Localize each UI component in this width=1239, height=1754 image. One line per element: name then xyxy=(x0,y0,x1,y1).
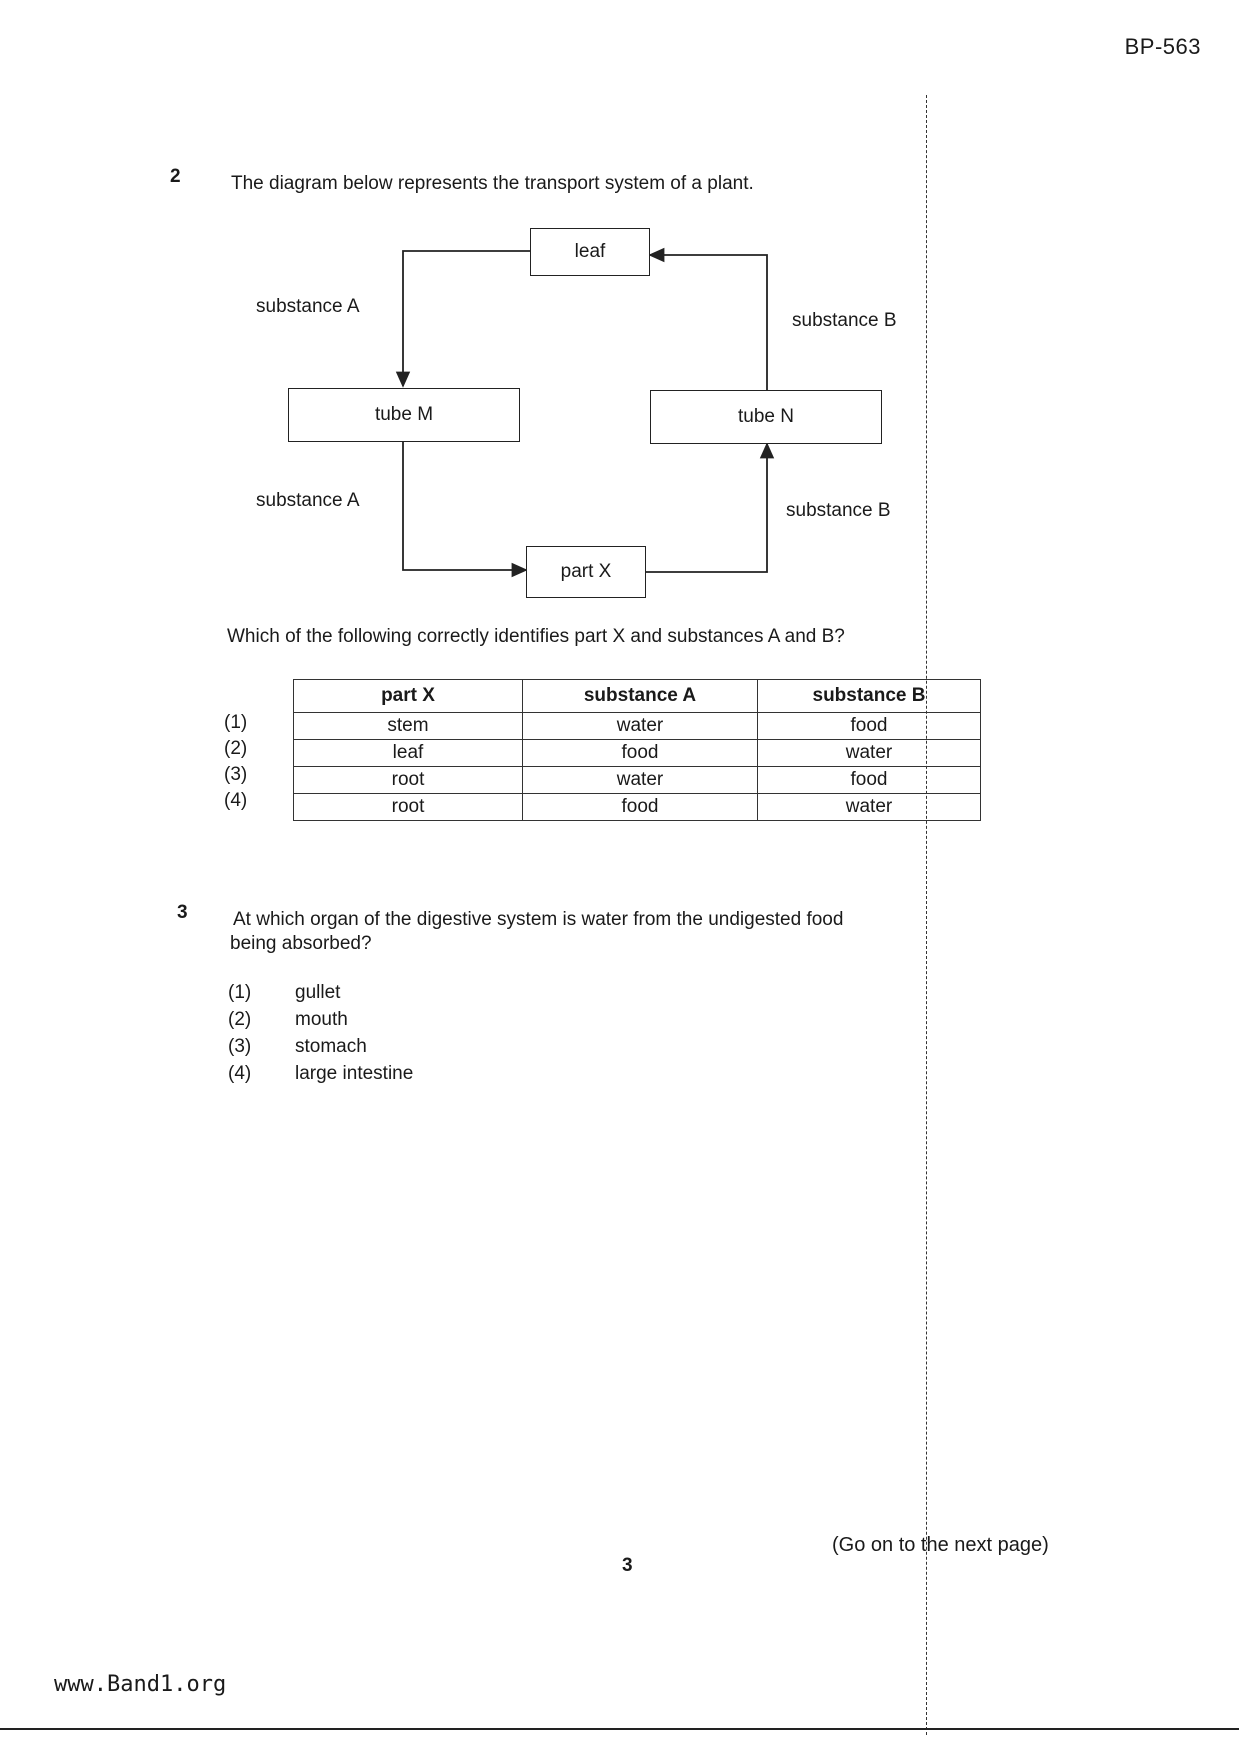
arrow-tube-n-to-leaf xyxy=(650,255,767,390)
question-2-prompt: Which of the following correctly identifies part X and substances A and B? xyxy=(227,626,845,647)
cell-substance-a: water xyxy=(523,713,758,740)
table-option-1: (1) xyxy=(224,712,248,733)
cell-substance-b: water xyxy=(758,794,981,821)
label-substance-a-top: substance A xyxy=(256,296,360,317)
q3-option-4-num: (4) xyxy=(228,1063,252,1084)
cell-part-x: root xyxy=(294,794,523,821)
arrow-leaf-to-tube-m xyxy=(403,251,530,386)
q3-option-1-num: (1) xyxy=(228,982,252,1003)
question-3-text-line2: being absorbed? xyxy=(230,933,372,954)
cell-substance-b: food xyxy=(758,767,981,794)
header-substance-b: substance B xyxy=(758,680,981,713)
question-2-number: 2 xyxy=(170,166,181,187)
cell-substance-a: food xyxy=(523,794,758,821)
table-row xyxy=(294,794,981,821)
q3-option-3-text: stomach xyxy=(295,1036,367,1057)
website-label: www.Band1.org xyxy=(54,1672,227,1697)
q3-option-1-text: gullet xyxy=(295,982,341,1003)
cell-substance-b: water xyxy=(758,740,981,767)
q3-option-4-text: large intestine xyxy=(295,1063,414,1084)
q3-option-2-num: (2) xyxy=(228,1009,252,1030)
cell-part-x: stem xyxy=(294,713,523,740)
leaf-box: leaf xyxy=(530,228,650,276)
table-option-3: (3) xyxy=(224,764,248,785)
arrow-part-x-to-tube-n xyxy=(644,444,767,572)
cell-part-x: root xyxy=(294,767,523,794)
table-row xyxy=(294,740,981,767)
table-option-2: (2) xyxy=(224,738,248,759)
cell-substance-b: food xyxy=(758,713,981,740)
transport-diagram xyxy=(240,218,940,608)
q3-option-3-num: (3) xyxy=(228,1036,252,1057)
footer-rule xyxy=(0,1728,1239,1730)
cell-part-x: leaf xyxy=(294,740,523,767)
cell-substance-a: water xyxy=(523,767,758,794)
header-part-x: part X xyxy=(294,680,523,713)
header-substance-a: substance A xyxy=(523,680,758,713)
answers-table xyxy=(293,679,981,821)
table-header-row xyxy=(294,680,981,713)
label-substance-b-top: substance B xyxy=(792,310,897,331)
question-3-text-line1: At which organ of the digestive system is water from the undigested food xyxy=(233,909,844,930)
arrow-tube-m-to-part-x xyxy=(403,441,526,570)
tube-m-box: tube M xyxy=(288,388,520,442)
label-substance-b-bottom: substance B xyxy=(786,500,891,521)
page-number: 3 xyxy=(622,1555,633,1576)
question-3-number: 3 xyxy=(177,902,188,923)
q3-option-2-text: mouth xyxy=(295,1009,348,1030)
tube-n-box: tube N xyxy=(650,390,882,444)
label-substance-a-bottom: substance A xyxy=(256,490,360,511)
table-row xyxy=(294,713,981,740)
part-x-box: part X xyxy=(526,546,646,598)
cell-substance-a: food xyxy=(523,740,758,767)
continue-note: (Go on to the next page) xyxy=(832,1534,1049,1556)
question-2-text: The diagram below represents the transport system of a plant. xyxy=(231,173,754,194)
table-option-4: (4) xyxy=(224,790,248,811)
table-row xyxy=(294,767,981,794)
document-code: BP-563 xyxy=(1124,34,1201,59)
